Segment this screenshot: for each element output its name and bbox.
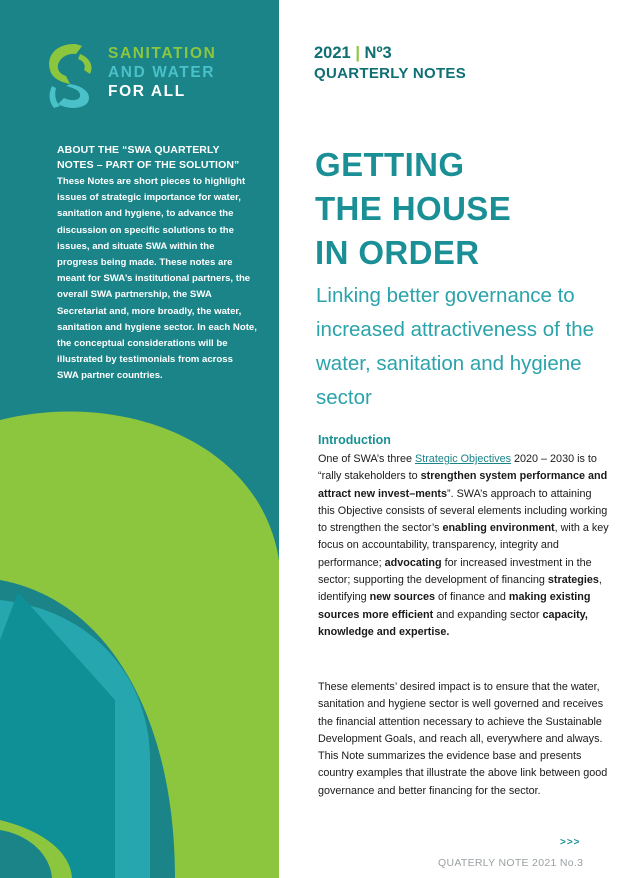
next-page-marker: >>> bbox=[560, 837, 581, 848]
issue-year: 2021 bbox=[314, 44, 351, 62]
paragraph-text: , identifying bbox=[318, 574, 602, 604]
swa-logo bbox=[44, 40, 234, 110]
about-section bbox=[57, 143, 257, 385]
paragraph-text: 2020 – 2030 is to “rally stakeholders to bbox=[318, 453, 597, 483]
paragraph-text: of finance and bbox=[435, 591, 509, 604]
paragraph-text: One of SWA’s three bbox=[318, 453, 416, 465]
paragraph-text: ”. SWA’s approach to attaining this Objective consists of several elements including working to strengthen the sector’s bbox=[318, 487, 608, 535]
logo-line-1: SANITATION bbox=[108, 45, 217, 62]
paragraph-text: and expanding sector bbox=[433, 608, 543, 621]
page-subtitle: Linking better governance to increased attractiveness of the water, sanitation and hygiene sector bbox=[316, 284, 595, 409]
introduction-heading: Introduction bbox=[318, 433, 391, 447]
title-line-3: IN ORDER bbox=[315, 234, 480, 271]
introduction-paragraph-2: These elements’ desired impact is to ensure that the water, sanitation and hygiene sector is well governed and receives the financial attention necessary to achieve the Sustainable Development Goals, and reach all, everywhere and always. This Note summarizes the evidence base and presents country examples that illustrate the above link between good governance and better financing for the sector. bbox=[318, 681, 608, 797]
decorative-arcs bbox=[0, 0, 279, 878]
paragraph-text: , with a key focus on accountability, transparency, integrity and performance; bbox=[318, 522, 609, 569]
emphasis-text: enabling environment bbox=[442, 522, 555, 535]
issue-number: Nº3 bbox=[364, 44, 392, 62]
issue-header bbox=[314, 43, 466, 83]
emphasis-text: strengthen system performance and attract new invest–ments bbox=[318, 470, 608, 500]
emphasis-text: new sources bbox=[369, 591, 436, 604]
introduction-paragraph-1 bbox=[318, 451, 610, 641]
logo-mark-icon bbox=[44, 40, 106, 110]
issue-separator: | bbox=[355, 44, 360, 62]
about-body: These Notes are short pieces to highlight issues of strategic importance for water, sanitation and hygiene, to advance the discussion on specific solutions to the issues, and situate SWA within the progress being made. These notes are meant for SWA’s institutional partners, the overall SWA partnership, the SWA Secretariat and, more broadly, the water, sanitation and hygiene sector. In each Note, the conceptual considerations will be illustrated by testimonials from across SWA partner countries. bbox=[57, 176, 257, 382]
emphasis-text: capacity, knowledge and expertise. bbox=[318, 608, 588, 638]
page-footer: QUATERLY NOTE 2021 No.3 bbox=[438, 857, 584, 869]
logo-line-3: FOR ALL bbox=[108, 83, 186, 100]
logo-wordmark bbox=[108, 44, 216, 101]
title-line-1: GETTING bbox=[315, 146, 465, 183]
paragraph-text: for increased investment in the sector; supporting the development of financing bbox=[318, 556, 592, 587]
title-line-2: THE HOUSE bbox=[315, 190, 512, 227]
issue-series: QUARTERLY NOTES bbox=[314, 65, 467, 82]
logo-line-2: AND WATER bbox=[108, 64, 216, 81]
strategic-objectives-link[interactable]: Strategic Objectives bbox=[415, 453, 512, 465]
emphasis-text: making existing sources more efficient bbox=[318, 591, 591, 621]
emphasis-text: advocating bbox=[384, 556, 442, 569]
sidebar-panel bbox=[0, 0, 279, 878]
emphasis-text: strategies bbox=[547, 574, 599, 587]
page-title bbox=[315, 143, 605, 275]
about-title: ABOUT THE “SWA QUARTERLY NOTES – PART OF THE SOLUTION” bbox=[57, 144, 240, 171]
issue-number-line bbox=[314, 43, 466, 64]
